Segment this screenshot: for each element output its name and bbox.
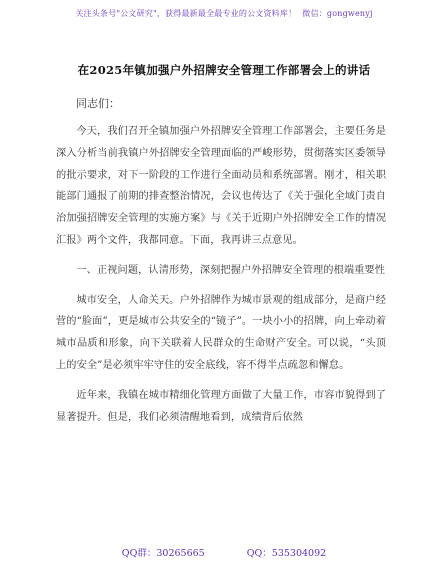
footer-qq: QQ：535304092 xyxy=(246,548,327,559)
page-header xyxy=(0,8,448,19)
footer-qq-group: QQ群：30265665 xyxy=(121,548,205,559)
header-wechat-text: 微信：gongwenyj xyxy=(302,9,373,18)
paragraph-city-safety: 城市安全，人命关天。户外招牌作为城市景观的组成部分，是商户经营的“脸面”，更是城市公共安全的“镜子”。一块小小的招牌，向上牵动着城市品质和形象，向下关联着人民群众的生命财产安全。可以说，“头顶上的安全”是必须牢牢守住的安全底线，容不得半点疏忽和懈怠。 xyxy=(56,294,386,371)
paragraph-intro: 今天，我们召开全镇加强户外招牌安全管理工作部署会，主要任务是深入分析当前我镇户外招牌安全管理面临的严峻形势，贯彻落实区委领导的批示要求，对下一阶段的工作进行全面动员和系统部署。刚才，相关职能部门通报了前期的排查整治情况，会议也传达了《关于强化全域门责自治加强招牌安全管理的实施方案》与《关于近期户外招牌安全工作的情况汇报》两个文件，我都同意。下面，我再讲三点意见。 xyxy=(56,126,386,246)
salutation: 同志们： xyxy=(76,97,120,110)
document-title: 在2025年镇加强户外招牌安全管理工作部署会上的讲话 xyxy=(77,63,371,77)
paragraph-recent-years: 近年来，我镇在城市精细化管理方面做了大量工作，市容市貌得到了显著提升。但是，我们必须清醒地看到，成绩背后依然 xyxy=(56,389,386,423)
header-promo-text: 关注头条号"公文研究"，获得最新最全最专业的公文资料库！ xyxy=(75,9,297,18)
page-footer xyxy=(0,545,448,559)
section-heading-1: 一、正视问题，认清形势，深刻把握户外招牌安全管理的根端重要性 xyxy=(76,264,386,276)
document-body xyxy=(56,121,386,436)
